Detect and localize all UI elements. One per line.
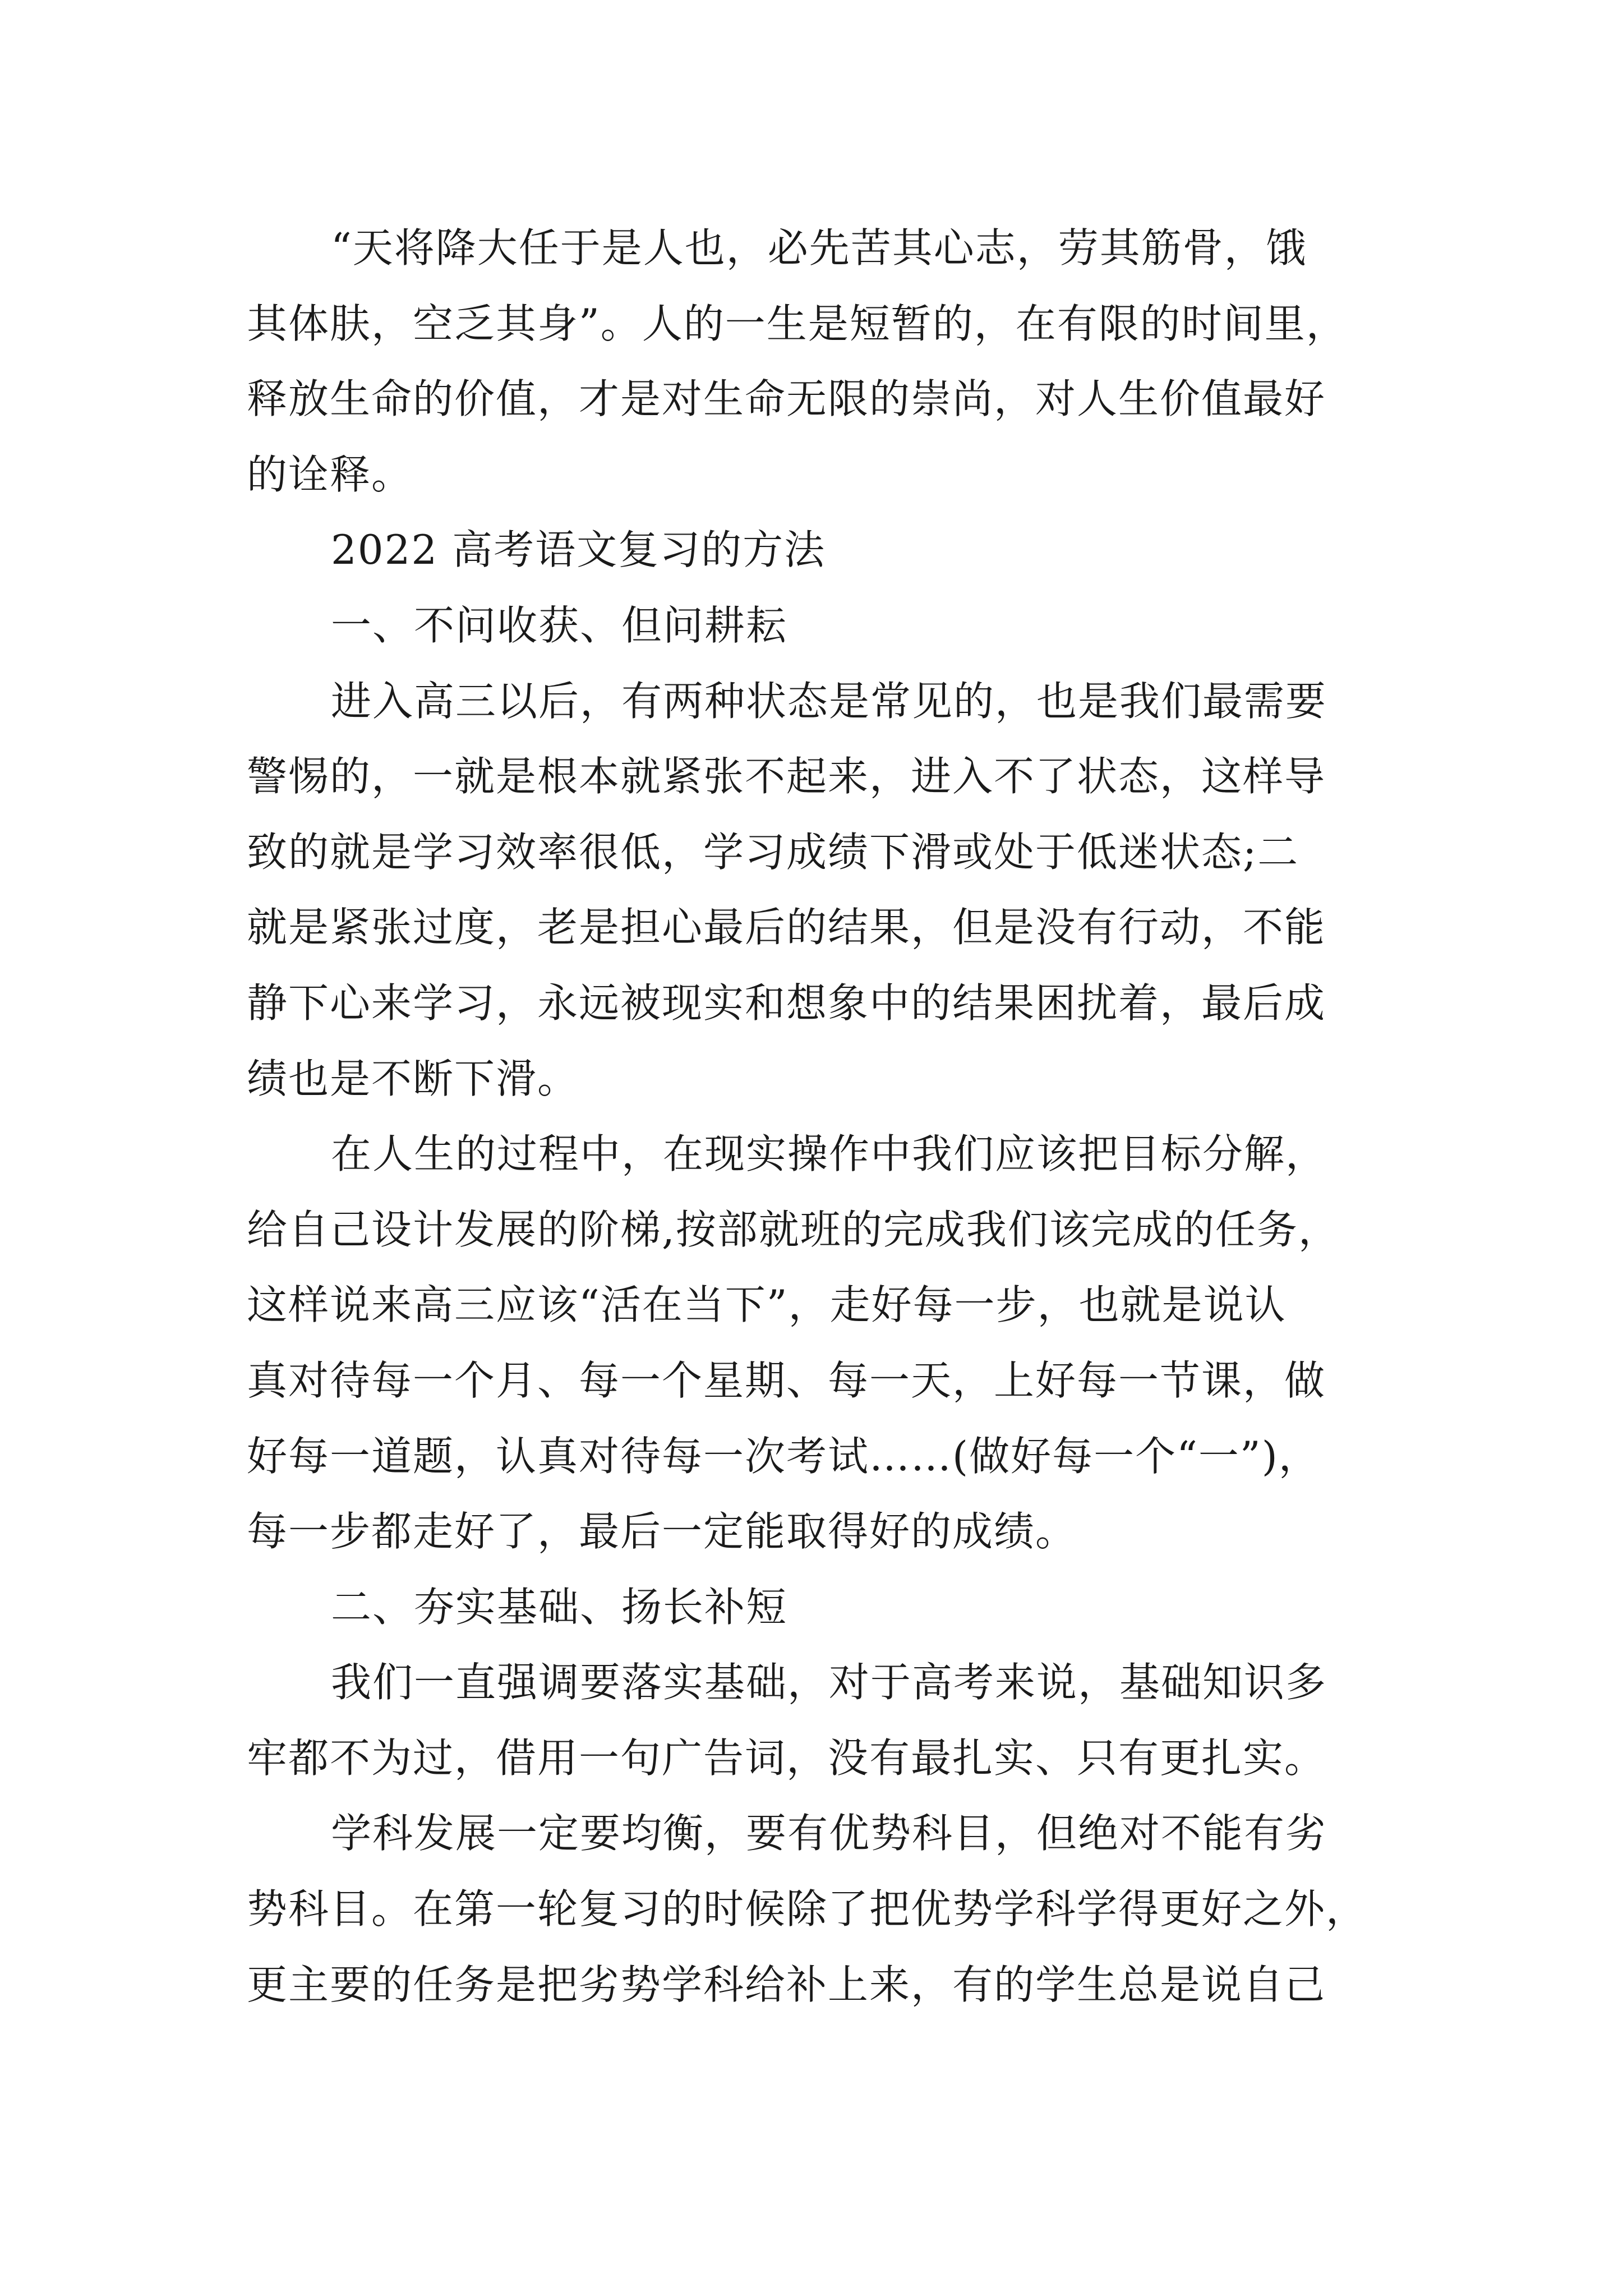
text-line: “天将降大任于是人也，必先苦其心志，劳其筋骨，饿: [331, 224, 1307, 272]
text-line: 在人生的过程中，在现实操作中我们应该把目标分解，: [331, 1130, 1327, 1178]
text-line: 进入高三以后，有两种状态是常见的，也是我们最需要: [331, 677, 1327, 725]
text-line: 静下心来学习，永远被现实和想象中的结果困扰着，最后成: [247, 979, 1326, 1027]
text-line: 我们一直强调要落实基础，对于高考来说，基础知识多: [331, 1659, 1327, 1706]
text-line: 2022 高考语文复习的方法: [331, 526, 826, 574]
text-line: 其体肤，空乏其身”。人的一生是短暂的，在有限的时间里，: [247, 300, 1348, 347]
text-line: 就是紧张过度，老是担心最后的结果，但是没有行动，不能: [247, 904, 1326, 951]
text-line: 势科目。在第一轮复习的时候除了把优势学科学得更好之外，: [247, 1885, 1368, 1933]
text-line: 更主要的任务是把劣势学科给补上来，有的学生总是说自己: [247, 1961, 1326, 2008]
document-body: [247, 210, 1391, 2022]
text-line: 一、不问收获、但问耕耘: [331, 601, 788, 649]
text-line: 牢都不为过，借用一句广告词，没有最扎实、只有更扎实。: [247, 1734, 1326, 1782]
text-line: 二、夯实基础、扬长补短: [331, 1583, 788, 1631]
text-line: 警惕的，一就是根本就紧张不起来，进入不了状态，这样导: [247, 753, 1326, 800]
text-line: 这样说来高三应该“活在当下”，走好每一步，也就是说认: [247, 1281, 1287, 1329]
text-line: 绩也是不断下滑。: [247, 1055, 579, 1102]
text-line: 释放生命的价值，才是对生命无限的崇尚，对人生价值最好: [247, 375, 1326, 423]
text-line: 给自己设计发展的阶梯,按部就班的完成我们该完成的任务，: [247, 1205, 1340, 1253]
text-line: 每一步都走好了，最后一定能取得好的成绩。: [247, 1508, 1077, 1556]
text-line: 好每一道题，认真对待每一次考试……(做好每一个“一”)，: [247, 1432, 1320, 1480]
text-line: 致的就是学习效率很低，学习成绩下滑或处于低迷状态;二: [247, 828, 1299, 876]
text-line: 真对待每一个月、每一个星期、每一天，上好每一节课，做: [247, 1356, 1326, 1404]
text-line: 学科发展一定要均衡，要有优势科目，但绝对不能有劣: [331, 1810, 1327, 1857]
text-line: 的诠释。: [247, 450, 413, 498]
